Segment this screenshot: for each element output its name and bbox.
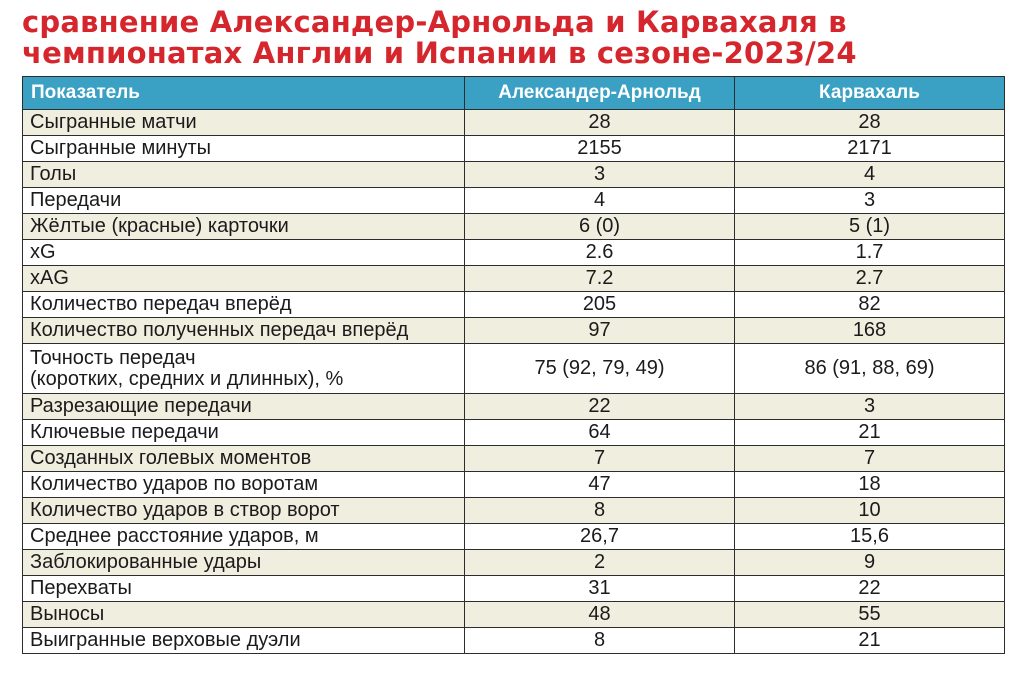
metric-label: Количество ударов в створ ворот [23, 498, 465, 524]
value-alexander-arnold: 22 [465, 394, 735, 420]
value-alexander-arnold: 97 [465, 318, 735, 344]
metric-label: Сыгранные матчи [23, 110, 465, 136]
value-carvajal: 15,6 [735, 524, 1005, 550]
table-row [23, 472, 1005, 498]
metric-label-line-2: (коротких, средних и длинных), % [30, 367, 344, 390]
metric-label-line-1: Точность передач [30, 346, 196, 369]
header-metric: Показатель [23, 77, 465, 110]
metric-label: Количество ударов по воротам [23, 472, 465, 498]
value-carvajal: 22 [735, 576, 1005, 602]
value-alexander-arnold: 64 [465, 420, 735, 446]
table-row [23, 524, 1005, 550]
value-alexander-arnold: 6 (0) [465, 214, 735, 240]
metric-label [23, 344, 465, 394]
value-alexander-arnold: 8 [465, 498, 735, 524]
table-row [23, 420, 1005, 446]
value-alexander-arnold: 3 [465, 162, 735, 188]
table-row [23, 266, 1005, 292]
table-row [23, 240, 1005, 266]
metric-label: Выигранные верховые дуэли [23, 628, 465, 654]
table-row [23, 318, 1005, 344]
value-carvajal: 7 [735, 446, 1005, 472]
value-carvajal: 4 [735, 162, 1005, 188]
metric-label: Перехваты [23, 576, 465, 602]
metric-label: Ключевые передачи [23, 420, 465, 446]
title-line-1: сравнение Александер-Арнольда и Карвахаля в [22, 5, 847, 39]
header-carvajal: Карвахаль [735, 77, 1005, 110]
metric-label: Жёлтые (красные) карточки [23, 214, 465, 240]
table-row [23, 602, 1005, 628]
value-alexander-arnold: 31 [465, 576, 735, 602]
value-alexander-arnold: 2155 [465, 136, 735, 162]
value-carvajal: 2171 [735, 136, 1005, 162]
table-row [23, 110, 1005, 136]
value-alexander-arnold: 26,7 [465, 524, 735, 550]
value-alexander-arnold: 7.2 [465, 266, 735, 292]
metric-label: Передачи [23, 188, 465, 214]
value-alexander-arnold: 2.6 [465, 240, 735, 266]
metric-label: Выносы [23, 602, 465, 628]
value-alexander-arnold: 7 [465, 446, 735, 472]
value-carvajal: 28 [735, 110, 1005, 136]
title-line-2: чемпионатах Англии и Испании в сезоне-2023/24 [22, 36, 857, 70]
value-alexander-arnold: 75 (92, 79, 49) [465, 344, 735, 394]
table-header-row [23, 77, 1005, 110]
value-alexander-arnold: 47 [465, 472, 735, 498]
value-carvajal: 3 [735, 394, 1005, 420]
value-alexander-arnold: 28 [465, 110, 735, 136]
table-row [23, 394, 1005, 420]
value-alexander-arnold: 4 [465, 188, 735, 214]
table-row [23, 214, 1005, 240]
page-title [22, 6, 1012, 68]
metric-label: Заблокированные удары [23, 550, 465, 576]
header-alexander-arnold: Александер-Арнольд [465, 77, 735, 110]
metric-label: Сыгранные минуты [23, 136, 465, 162]
metric-label: Количество полученных передач вперёд [23, 318, 465, 344]
value-carvajal: 55 [735, 602, 1005, 628]
value-carvajal: 9 [735, 550, 1005, 576]
table-row [23, 628, 1005, 654]
table-row [23, 344, 1005, 394]
table-row [23, 162, 1005, 188]
table-row [23, 292, 1005, 318]
metric-label: xG [23, 240, 465, 266]
table-row [23, 498, 1005, 524]
table-row [23, 188, 1005, 214]
value-carvajal: 5 (1) [735, 214, 1005, 240]
value-carvajal: 21 [735, 420, 1005, 446]
table-row [23, 136, 1005, 162]
metric-label: Разрезающие передачи [23, 394, 465, 420]
value-alexander-arnold: 48 [465, 602, 735, 628]
table-row [23, 576, 1005, 602]
metric-label: Созданных голевых моментов [23, 446, 465, 472]
value-carvajal: 2.7 [735, 266, 1005, 292]
comparison-table [22, 76, 1005, 654]
metric-label: Голы [23, 162, 465, 188]
value-carvajal: 168 [735, 318, 1005, 344]
value-alexander-arnold: 2 [465, 550, 735, 576]
value-alexander-arnold: 8 [465, 628, 735, 654]
table-row [23, 446, 1005, 472]
value-carvajal: 86 (91, 88, 69) [735, 344, 1005, 394]
value-carvajal: 3 [735, 188, 1005, 214]
metric-label: Количество передач вперёд [23, 292, 465, 318]
value-carvajal: 21 [735, 628, 1005, 654]
value-alexander-arnold: 205 [465, 292, 735, 318]
value-carvajal: 10 [735, 498, 1005, 524]
metric-label: Среднее расстояние ударов, м [23, 524, 465, 550]
value-carvajal: 1.7 [735, 240, 1005, 266]
value-carvajal: 18 [735, 472, 1005, 498]
table-row [23, 550, 1005, 576]
value-carvajal: 82 [735, 292, 1005, 318]
metric-label: xAG [23, 266, 465, 292]
